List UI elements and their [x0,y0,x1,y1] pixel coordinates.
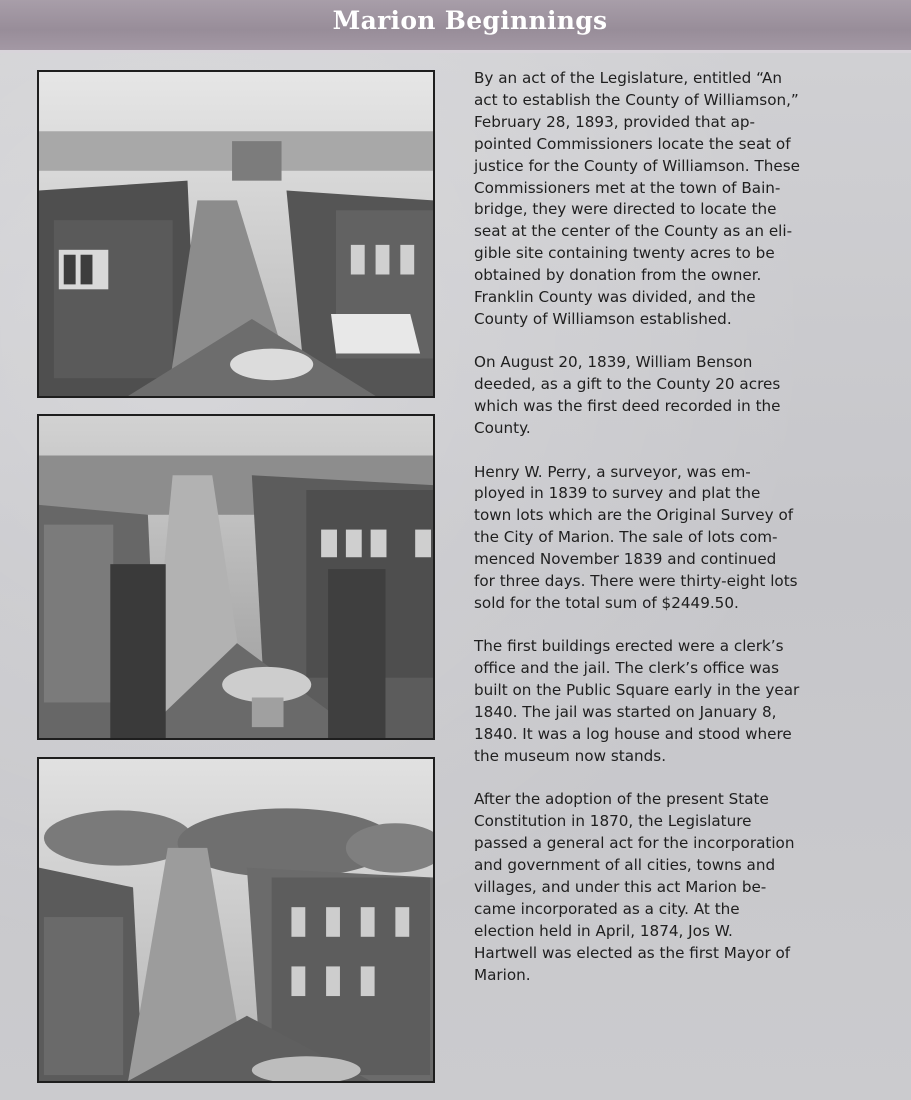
street-photo-image-1 [39,72,433,396]
page-title: Marion Beginnings [332,6,608,35]
paragraph-county-act: By an act of the Legislature, entitled “An act to establish the County of Williamson,” February 28, 1893, provided that ap- pointed Commissioners locate the seat of justice for the County of Williamson. These Commissioners met at the town of Bain- bridge, they were directed to locate the seat at the center of the County as an eli- gible site containing twenty acres to be obtained by donation from the owner. Franklin County was divided, and the County of Williamson established. [474,69,800,328]
title-banner [0,0,911,53]
history-text [474,68,854,1008]
street-photo-image-2 [39,416,433,738]
paragraph-first-buildings: The first buildings erected were a clerk’s office and the jail. The clerk’s office was built on the Public Square early in the year 1840. The jail was started on January 8, 1840. It was a log house and stood where the museum now stands. [474,637,800,765]
street-photo-image-3 [39,759,433,1081]
photo-street-view-3 [37,757,435,1083]
photo-street-view-2 [37,414,435,740]
paragraph-incorporation: After the adoption of the present State Constitution in 1870, the Legislature passed a general act for the incorporation and government of all cities, towns and villages, and under this act Marion be- came incorporated as a city. At the election held in April, 1874, Jos W. Hartwell was elected as the first Mayor of Marion. [474,790,795,984]
photo-street-view-1 [37,70,435,398]
paragraph-survey: Henry W. Perry, a surveyor, was em- ployed in 1839 to survey and plat the town lots which are the Original Survey of the City of Marion. The sale of lots com- menced November 1839 and continued for three days. There were thirty-eight lots sold for the total sum of $2449.50. [474,462,798,612]
paragraph-land-deed: On August 20, 1839, William Benson deeded, as a gift to the County 20 acres which was the first deed recorded in the County. [474,353,781,438]
